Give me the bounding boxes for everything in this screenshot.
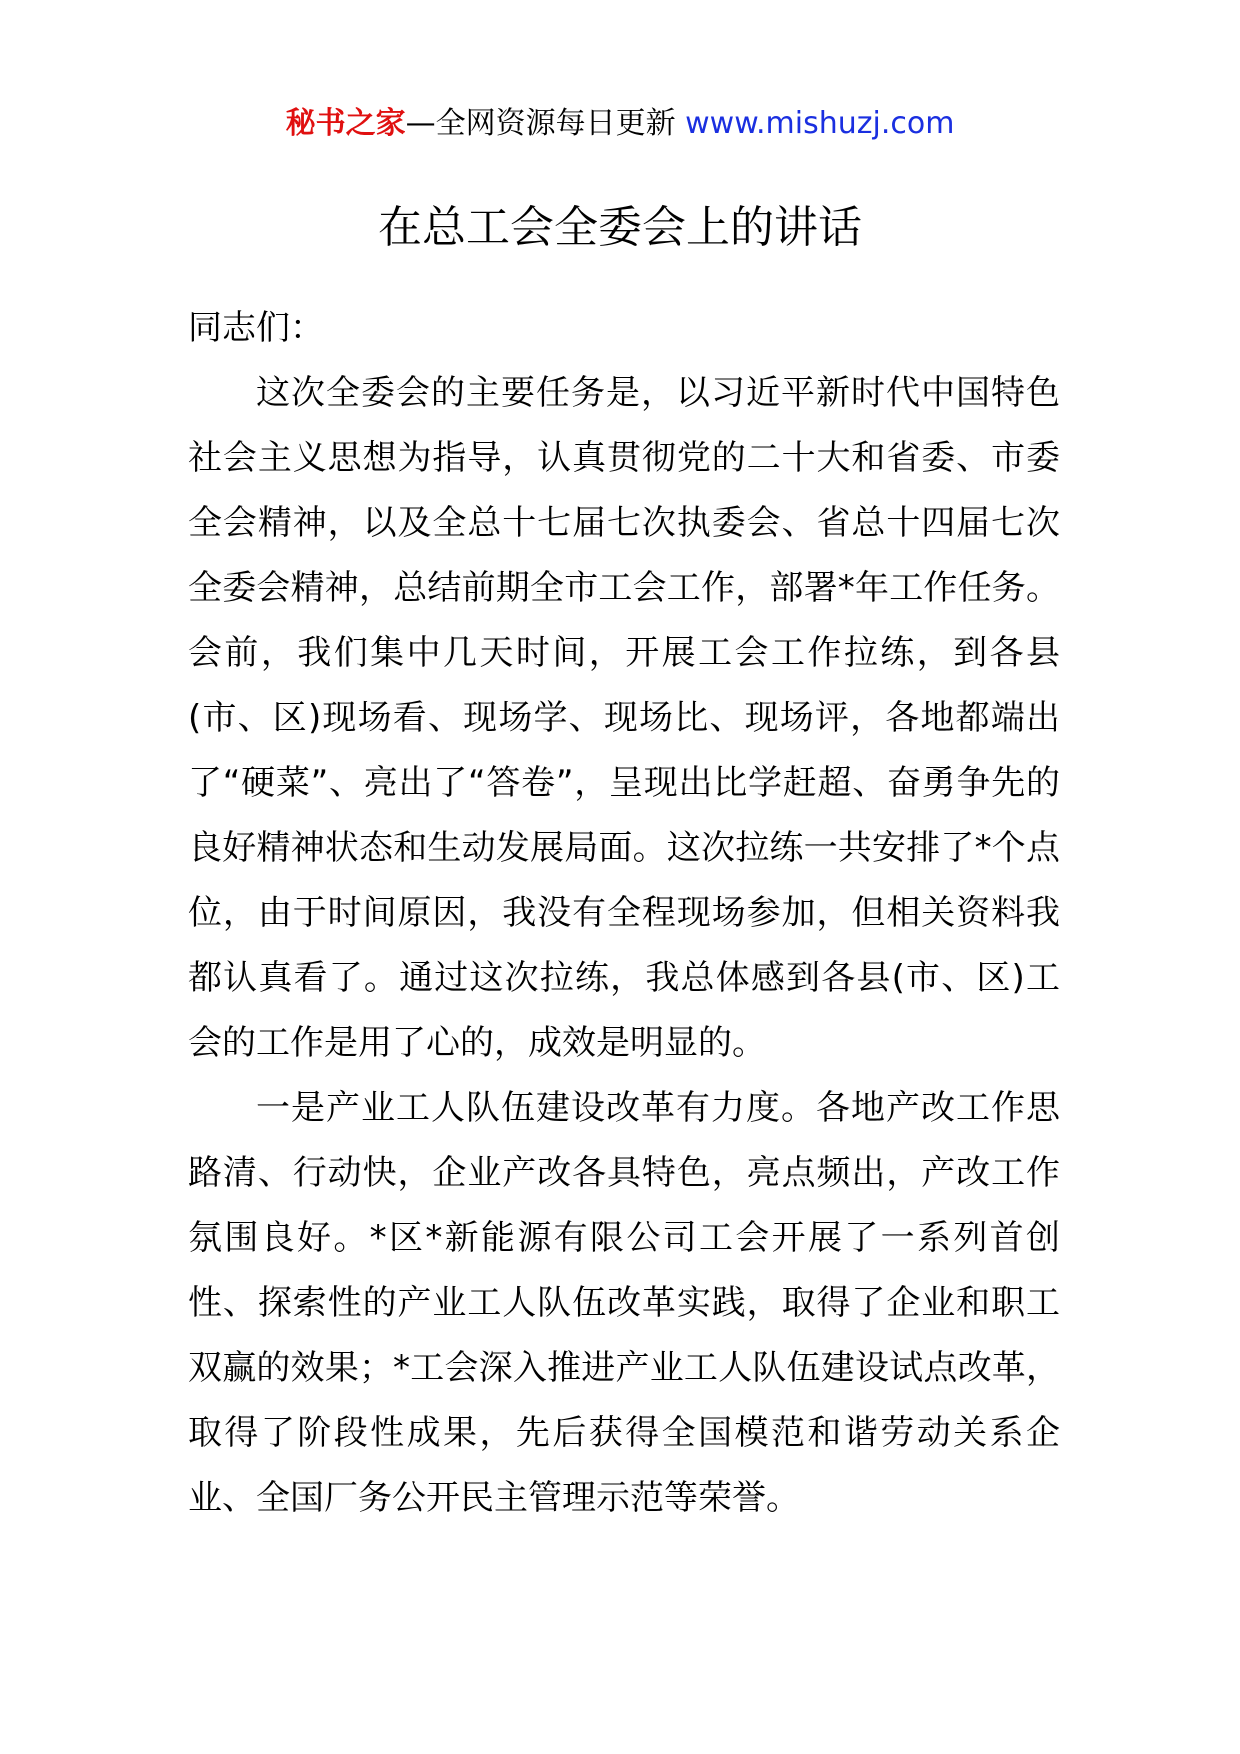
- document-title: 在总工会全委会上的讲话: [378, 202, 862, 253]
- salutation: 同志们：: [188, 308, 324, 348]
- brand-name: 秘书之家: [285, 106, 406, 141]
- site-url-link[interactable]: www.mishuzj.com: [685, 106, 955, 141]
- body-paragraph: 一是产业工人队伍建设改革有力度。各地产改工作思路清、行动快，企业产改各具特色，亮点频出，产改工作氛围良好。*区*新能源有限公司工会开展了一系列首创性、探索性的产业工人队伍改革实践，取得了企业和职工双赢的效果；*工会深入推进产业工人队伍建设试点改革，取得了阶段性成果，先后获得全国模范和谐劳动关系企业、全国厂务公开民主管理示范等荣誉。: [188, 1088, 1060, 1518]
- site-header: [0, 100, 1240, 148]
- header-slogan: —全网资源每日更新: [405, 106, 686, 141]
- document-body: [188, 296, 1060, 1531]
- body-paragraph: 这次全委会的主要任务是，以习近平新时代中国特色社会主义思想为指导，认真贯彻党的二十大和省委、市委全会精神，以及全总十七届七次执委会、省总十四届七次全委会精神，总结前期全市工会工作，部署*年工作任务。会前，我们集中几天时间，开展工会工作拉练，到各县(市、区)现场看、现场学、现场比、现场评，各地都端出了“硬菜”、亮出了“答卷”，呈现出比学赶超、奋勇争先的良好精神状态和生动发展局面。这次拉练一共安排了*个点位，由于时间原因，我没有全程现场参加，但相关资料我都认真看了。通过这次拉练，我总体感到各县(市、区)工会的工作是用了心的，成效是明显的。: [188, 373, 1060, 1063]
